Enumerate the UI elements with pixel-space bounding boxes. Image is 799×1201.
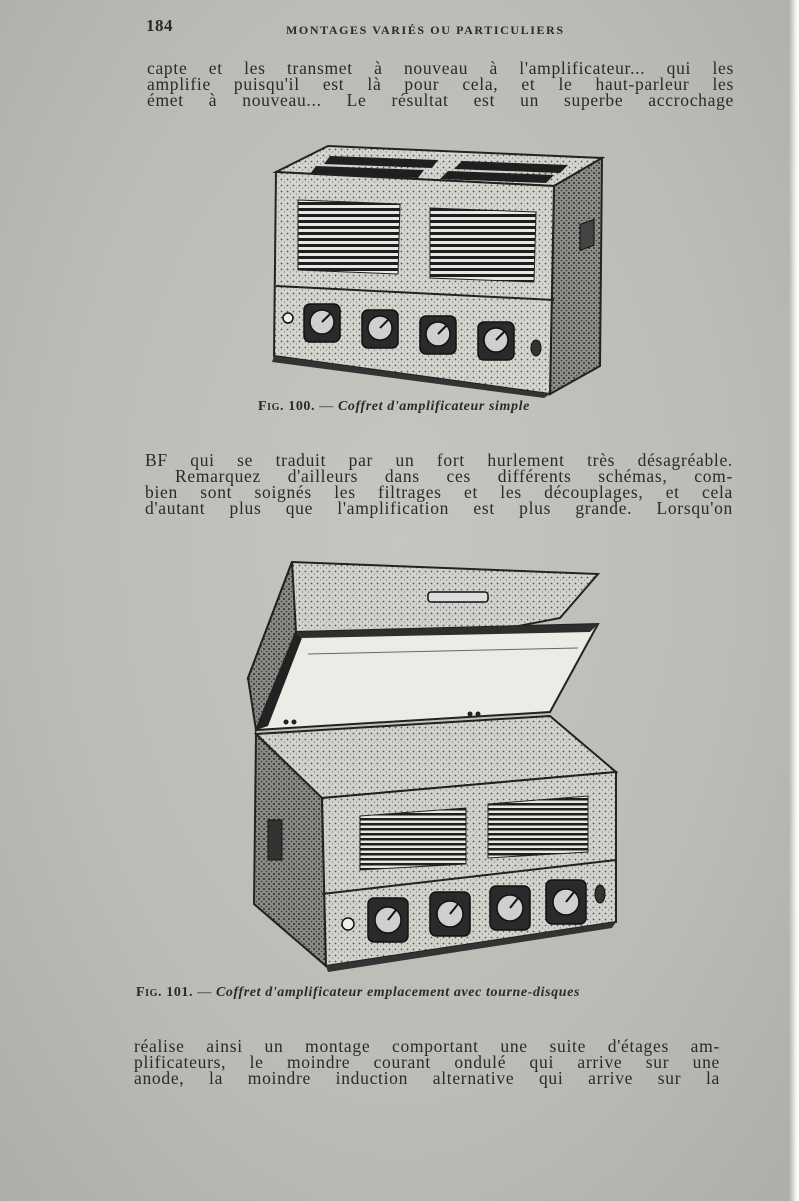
figure-label: Fig. 101. [136,985,194,1000]
text-line: anode, la moindre induction alternative qui arrive sur la [134,1068,720,1088]
text-line: capte et les transmet à nouveau à l'amplificateur... qui les [147,58,734,78]
paragraph-2 [145,452,733,516]
paragraph-1 [147,60,734,108]
figure-101-amplifier-with-turntable-illustration [238,558,623,978]
text-line: d'autant plus que l'amplification est plus grande. Lorsqu'on [145,498,733,518]
page-edge [789,0,799,1201]
caption-dash: — [319,399,334,414]
caption-dash: — [197,985,212,1000]
figure-100-caption [258,399,530,415]
text-line: BF qui se traduit par un fort hurlement très désagréable. [145,450,733,470]
page-number: 184 [146,16,173,35]
text-line: amplifie puisqu'il est là pour cela, et le haut-parleur les [147,74,734,94]
text-line: bien sont soignés les filtrages et les découplages, et cela [145,482,733,502]
text-line: plificateurs, le moindre courant ondulé qui arrive sur une [134,1052,720,1072]
text-line: émet à nouveau... Le résultat est un superbe accrochage [147,90,734,110]
running-title: MONTAGES VARIÉS OU PARTICULIERS [286,23,565,37]
text-line: Remarquez d'ailleurs dans ces différents schémas, com- [175,466,733,486]
page-header [146,16,736,40]
figure-label: Fig. 100. [258,399,316,414]
figure-title: Coffret d'amplificateur emplacement avec tourne-disques [215,985,580,1000]
figure-101-caption [136,985,580,1001]
figure-title: Coffret d'amplificateur simple [337,399,530,414]
paragraph-3 [134,1038,720,1086]
figure-100-amplifier-case-illustration [268,142,608,398]
text-line: réalise ainsi un montage comportant une suite d'étages am- [134,1036,720,1056]
